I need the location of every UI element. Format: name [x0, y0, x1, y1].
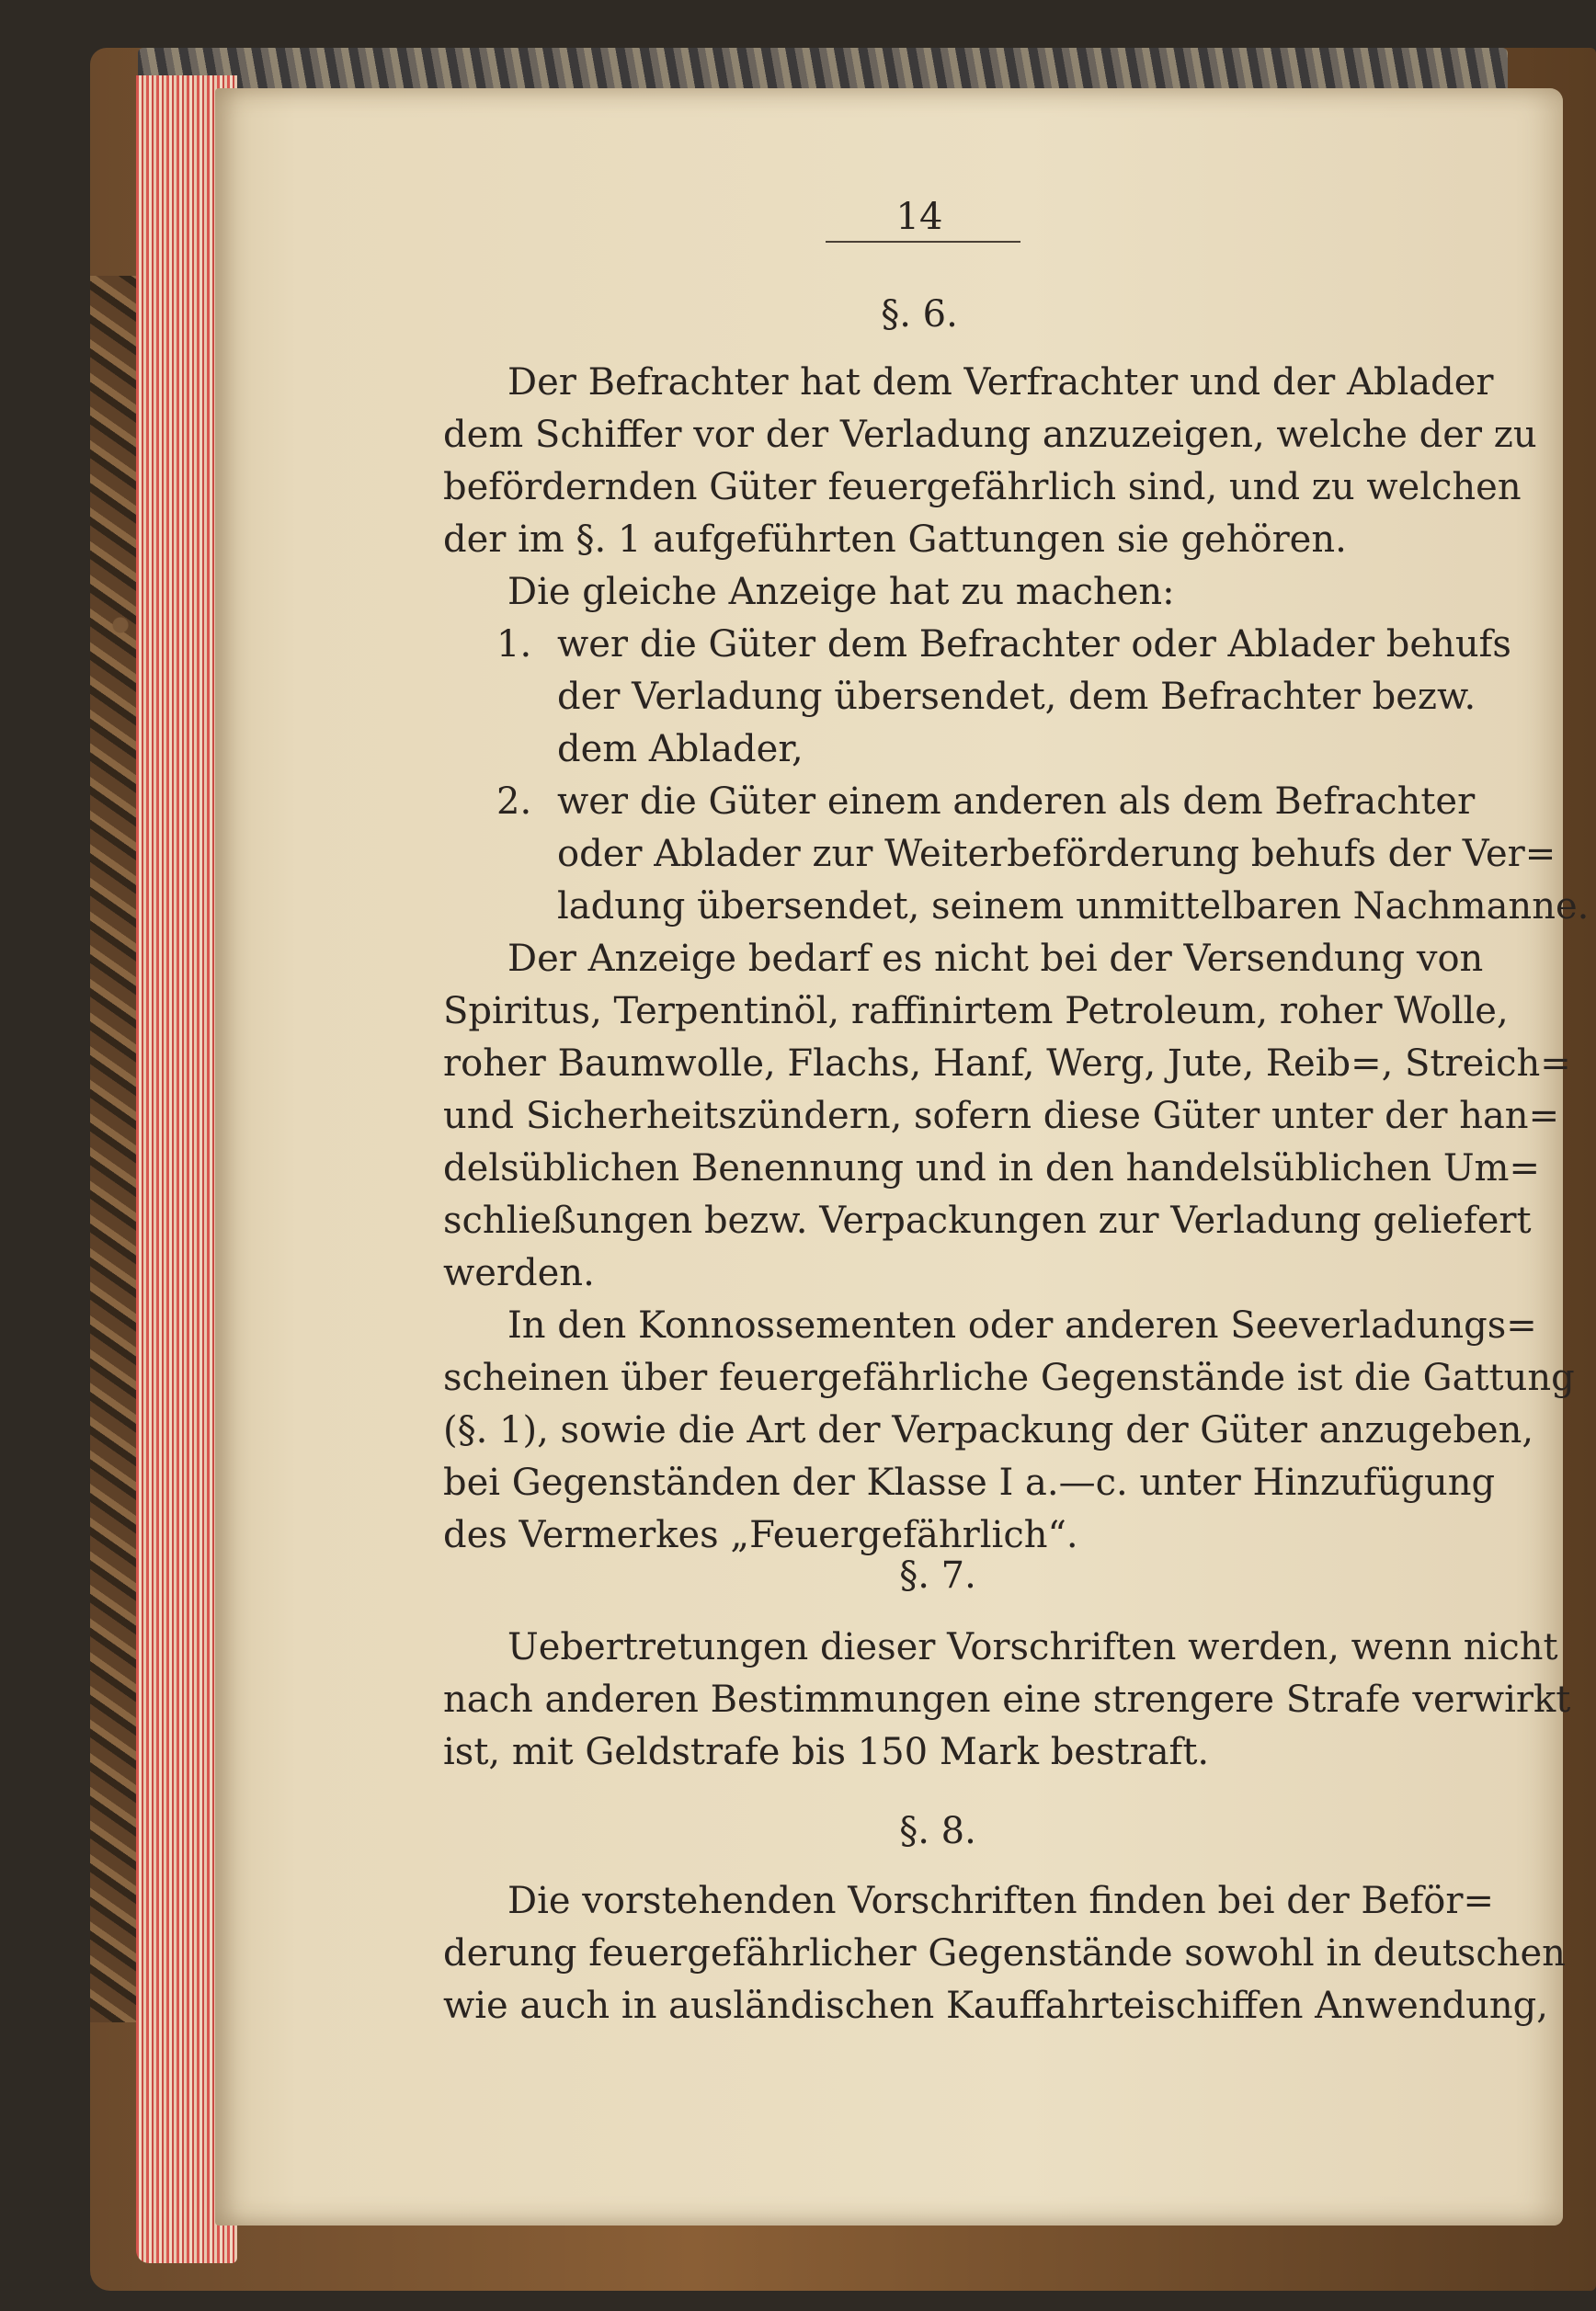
text-line: der im §. 1 aufgeführten Gattungen sie gehören. — [443, 518, 1347, 561]
text-line: dem Schiffer vor der Verladung anzuzeigen, welche der zu — [443, 414, 1537, 456]
section-heading: §. 6. — [881, 293, 958, 336]
list-line: der Verladung übersendet, dem Befrachter bezw. — [557, 676, 1476, 718]
list-line: ladung übersendet, seinem unmittelbaren Nachmanne. — [557, 885, 1590, 928]
text-line: derung feuergefährlicher Gegenstände sowohl in deutschen — [443, 1932, 1566, 1975]
text-line: wie auch in ausländischen Kauffahrteischiffen Anwendung, — [443, 1985, 1548, 2027]
text-line: und Sicherheitszündern, sofern diese Güter unter der han= — [443, 1095, 1560, 1137]
text-line: bei Gegenständen der Klasse I a.—c. unter Hinzufügung — [443, 1462, 1496, 1504]
list-line: wer die Güter einem anderen als dem Befrachter — [557, 780, 1476, 823]
text-line: In den Konnossementen oder anderen Seeverladungs= — [507, 1304, 1537, 1347]
text-line: befördernden Güter feuergefährlich sind, und zu welchen — [443, 466, 1522, 508]
page-number-rule — [826, 241, 1020, 243]
text-line: Die gleiche Anzeige hat zu machen: — [507, 571, 1175, 613]
cover-top-edge — [138, 48, 1508, 94]
text-line: (§. 1), sowie die Art der Verpackung der Güter anzugeben, — [443, 1409, 1534, 1451]
text-line: roher Baumwolle, Flachs, Hanf, Werg, Jute, Reib=, Streich= — [443, 1042, 1571, 1085]
text-line: scheinen über feuergefährliche Gegenstände ist die Gattung — [443, 1357, 1575, 1399]
text-line: delsüblichen Benennung und in den handelsüblichen Um= — [443, 1147, 1540, 1190]
text-line: Der Befrachter hat dem Verfrachter und der Ablader — [507, 361, 1494, 404]
text-line: Der Anzeige bedarf es nicht bei der Versendung von — [507, 938, 1484, 980]
list-line: wer die Güter dem Befrachter oder Ablader behufs — [557, 623, 1511, 666]
list-line: oder Ablader zur Weiterbeförderung behufs der Ver= — [557, 833, 1556, 875]
list-number: 2. — [496, 780, 532, 823]
text-line: nach anderen Bestimmungen eine strengere Strafe verwirkt — [443, 1679, 1571, 1721]
list-line: dem Ablader, — [557, 728, 804, 770]
text-line: Die vorstehenden Vorschriften finden bei der Beför= — [507, 1880, 1495, 1922]
text-line: Uebertretungen dieser Vorschriften werden, wenn nicht — [507, 1626, 1558, 1668]
text-line: schließungen bezw. Verpackungen zur Verladung geliefert — [443, 1200, 1532, 1242]
section-heading: §. 7. — [899, 1554, 976, 1597]
list-number: 1. — [496, 623, 532, 666]
page-number: 14 — [895, 196, 943, 238]
text-line: ist, mit Geldstrafe bis 150 Mark bestraft. — [443, 1731, 1210, 1773]
text-line: Spiritus, Terpentinöl, raffinirtem Petroleum, roher Wolle, — [443, 990, 1509, 1032]
text-line: des Vermerkes „Feuergefährlich“. — [443, 1514, 1078, 1556]
section-heading: §. 8. — [899, 1810, 976, 1852]
text-line: werden. — [443, 1252, 595, 1294]
